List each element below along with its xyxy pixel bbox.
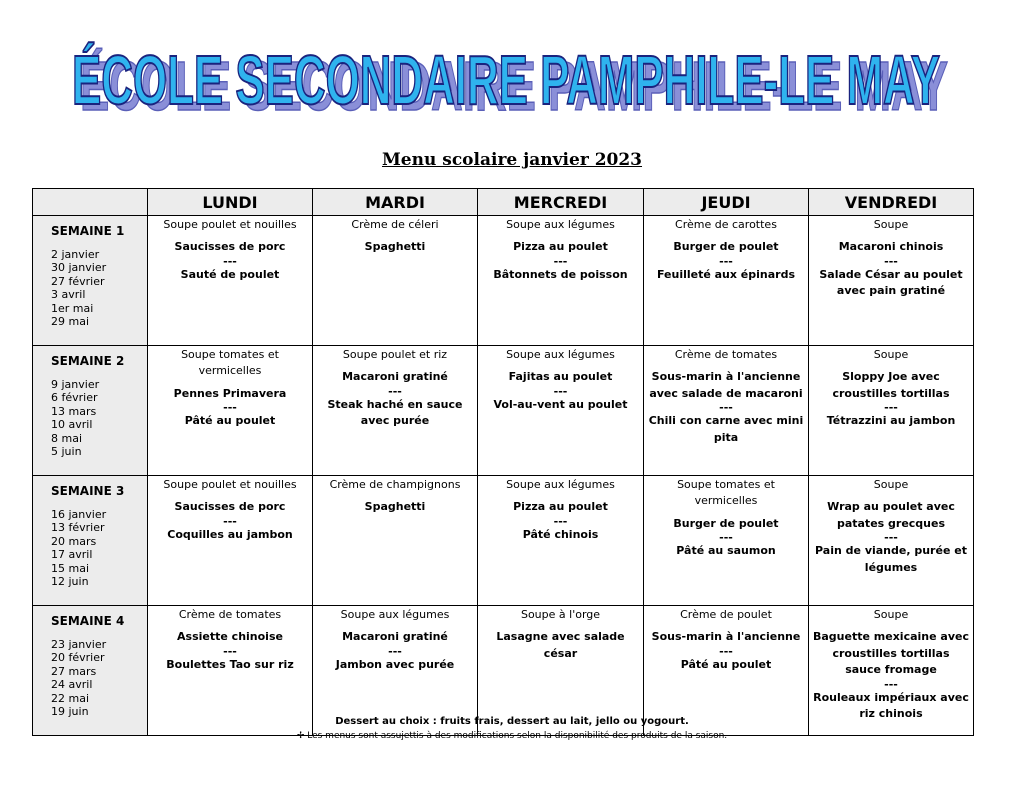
dish-separator: --- <box>223 644 237 658</box>
week-date: 5 juin <box>51 445 82 458</box>
main-dish: Spaghetti <box>364 500 426 514</box>
soup-item: Soupe <box>873 478 909 491</box>
dish-separator: --- <box>884 677 898 691</box>
week-date: 17 avril <box>51 548 93 561</box>
week-date: 30 janvier <box>51 261 107 274</box>
soup-item: Soupe poulet et nouilles <box>163 478 297 491</box>
main-dish: Burger de poulet <box>673 516 779 530</box>
banner-title-shadow: ÉCOLE SECONDAIRE PAMPHILE-LE MAY <box>80 47 948 125</box>
main-dish: Saucisses de porc <box>174 500 286 514</box>
main-dish: Fajitas au poulet <box>508 370 613 384</box>
week-row <box>33 346 974 476</box>
dish-separator: --- <box>884 254 898 268</box>
alternate-dish: Pain de viande, purée et légumes <box>815 544 967 574</box>
alternate-dish: Boulettes Tao sur riz <box>166 657 294 671</box>
alternate-dish: Pâté chinois <box>522 527 599 541</box>
menu-cell <box>313 476 478 606</box>
alternate-dish: Tétrazzini au jambon <box>826 414 956 428</box>
menu-cell <box>809 346 974 476</box>
main-dish: Baguette mexicaine avec croustilles tortillas sauce fromage <box>813 630 969 677</box>
main-dish: Lasagne avec salade césar <box>496 630 625 660</box>
week-date: 29 mai <box>51 315 90 328</box>
week-cell <box>33 216 148 346</box>
menu-cell <box>313 216 478 346</box>
soup-item: Crème de poulet <box>680 608 772 621</box>
week-row <box>33 476 974 606</box>
week-date: 1er mai <box>51 301 94 315</box>
dish-separator: --- <box>388 644 402 658</box>
alternate-dish: Pâté au poulet <box>680 657 772 671</box>
dish-separator: --- <box>884 531 898 545</box>
week-label: SEMAINE 1 <box>51 224 125 238</box>
banner-title: ÉCOLE SECONDAIRE PAMPHILE-LE MAY <box>72 41 940 119</box>
dish-separator: --- <box>719 644 733 658</box>
week-cell <box>33 346 148 476</box>
main-dish: Spaghetti <box>364 240 426 254</box>
menu-cell <box>644 476 809 606</box>
main-dish: Sloppy Joe avec croustilles tortillas <box>832 370 950 400</box>
menu-cell <box>148 476 313 606</box>
alternate-dish: Bâtonnets de poisson <box>493 267 628 281</box>
soup-item: Soupe aux légumes <box>506 218 615 231</box>
main-dish: Burger de poulet <box>673 240 779 254</box>
main-dish: Sous-marin à l'ancienne avec salade de macaroni <box>649 370 803 400</box>
week-date: 9 janvier <box>51 377 100 391</box>
soup-item: Soupe tomates et vermicelles <box>181 348 279 378</box>
main-dish: Macaroni chinois <box>838 240 944 254</box>
main-dish: Pizza au poulet <box>513 500 608 514</box>
dish-separator: --- <box>719 254 733 268</box>
week-date: 20 mars <box>51 534 97 548</box>
dish-separator: --- <box>884 401 898 415</box>
soup-item: Soupe aux légumes <box>506 478 615 491</box>
menu-cell <box>478 346 644 476</box>
main-dish: Sous-marin à l'ancienne <box>651 630 801 644</box>
week-row <box>33 216 974 346</box>
menu-cell <box>809 216 974 346</box>
menu-cell <box>148 346 313 476</box>
dish-separator: --- <box>553 384 568 398</box>
alternate-dish: Feuilleté aux épinards <box>656 267 796 281</box>
soup-item: Crème de céleri <box>351 218 439 231</box>
week-label: SEMAINE 2 <box>51 354 125 368</box>
week-cell <box>33 476 148 606</box>
soup-item: Crème de champignons <box>329 478 461 491</box>
week-label: SEMAINE 3 <box>51 484 125 498</box>
dish-separator: --- <box>388 384 402 398</box>
dish-separator: --- <box>719 531 733 545</box>
main-dish: Wrap au poulet avec patates grecques <box>827 500 955 530</box>
soup-item: Soupe <box>873 608 909 621</box>
day-header: VENDREDI <box>809 189 974 216</box>
week-date: 12 juin <box>51 575 89 588</box>
week-date: 27 mars <box>51 664 97 678</box>
main-dish: Saucisses de porc <box>174 240 286 254</box>
alternate-dish: Steak haché en sauce avec purée <box>327 397 463 428</box>
main-dish: Assiette chinoise <box>177 630 283 644</box>
week-date: 15 mai <box>51 561 90 575</box>
alternate-dish: Pâté au saumon <box>676 544 776 558</box>
main-dish: Pizza au poulet <box>513 240 608 254</box>
alternate-dish: Coquilles au jambon <box>167 527 293 541</box>
main-dish: Macaroni gratiné <box>342 370 448 384</box>
header-corner <box>33 189 148 216</box>
soup-item: Soupe tomates et vermicelles <box>677 478 775 508</box>
day-header: MERCREDI <box>478 189 644 216</box>
menu-cell <box>478 216 644 346</box>
week-date: 27 février <box>51 274 105 288</box>
soup-item: Crème de tomates <box>674 348 778 361</box>
school-banner <box>60 38 960 128</box>
week-date: 13 mars <box>51 404 97 418</box>
week-date: 10 avril <box>51 418 93 431</box>
soup-item: Soupe aux légumes <box>506 348 615 361</box>
menu-cell <box>148 216 313 346</box>
menu-cell <box>809 476 974 606</box>
main-dish: Pennes Primavera <box>173 386 287 400</box>
soup-item: Soupe poulet et riz <box>342 348 448 361</box>
alternate-dish: Jambon avec purée <box>335 657 455 671</box>
dish-separator: --- <box>223 514 237 528</box>
dish-separator: --- <box>553 254 568 268</box>
week-label: SEMAINE 4 <box>51 614 125 628</box>
menu-cell <box>313 346 478 476</box>
alternate-dish: Salade César au poulet avec pain gratiné <box>819 267 963 298</box>
week-date: 13 février <box>51 521 105 534</box>
soup-item: Soupe poulet et nouilles <box>163 218 297 231</box>
week-date: 24 avril <box>51 678 93 691</box>
dish-separator: --- <box>719 401 733 415</box>
week-date: 23 janvier <box>51 637 107 651</box>
menu-cell <box>644 346 809 476</box>
week-date: 8 mai <box>51 431 83 445</box>
menu-cell <box>644 216 809 346</box>
soup-item: Soupe <box>873 218 909 231</box>
dish-separator: --- <box>223 254 237 268</box>
week-date: 6 février <box>51 391 98 404</box>
week-date: 22 mai <box>51 691 90 705</box>
alternate-dish: Sauté de poulet <box>180 267 280 281</box>
alternate-dish: Rouleaux impériaux avec riz chinois <box>813 690 969 721</box>
dish-separator: --- <box>553 514 568 528</box>
week-date: 2 janvier <box>51 247 100 261</box>
disclaimer-note: ✢ Les menus sont assujettis à des modifications selon la disponibilité des produits de la saison. <box>296 731 728 741</box>
alternate-dish: Pâté au poulet <box>184 414 276 428</box>
menu-cell <box>478 476 644 606</box>
day-header-row <box>33 189 974 216</box>
menu-table <box>32 188 974 736</box>
day-header: MARDI <box>313 189 478 216</box>
soup-item: Soupe <box>873 348 909 361</box>
day-header: JEUDI <box>644 189 809 216</box>
soup-item: Soupe aux légumes <box>340 608 450 621</box>
dish-separator: --- <box>223 401 237 415</box>
soup-item: Crème de carottes <box>675 218 777 231</box>
week-date: 20 février <box>51 651 105 664</box>
week-date: 19 juin <box>51 705 89 718</box>
main-dish: Macaroni gratiné <box>342 630 448 644</box>
week-date: 16 janvier <box>51 507 107 521</box>
day-header: LUNDI <box>148 189 313 216</box>
alternate-dish: Vol-au-vent au poulet <box>493 397 628 411</box>
menu-title: Menu scolaire janvier 2023 <box>381 150 643 170</box>
soup-item: Crème de tomates <box>178 608 282 621</box>
dessert-note: Dessert au choix : fruits frais, dessert au lait, jello ou yogourt. <box>335 716 689 727</box>
soup-item: Soupe à l'orge <box>520 608 601 621</box>
alternate-dish: Chili con carne avec mini pita <box>648 414 804 444</box>
week-date: 3 avril <box>51 288 86 301</box>
